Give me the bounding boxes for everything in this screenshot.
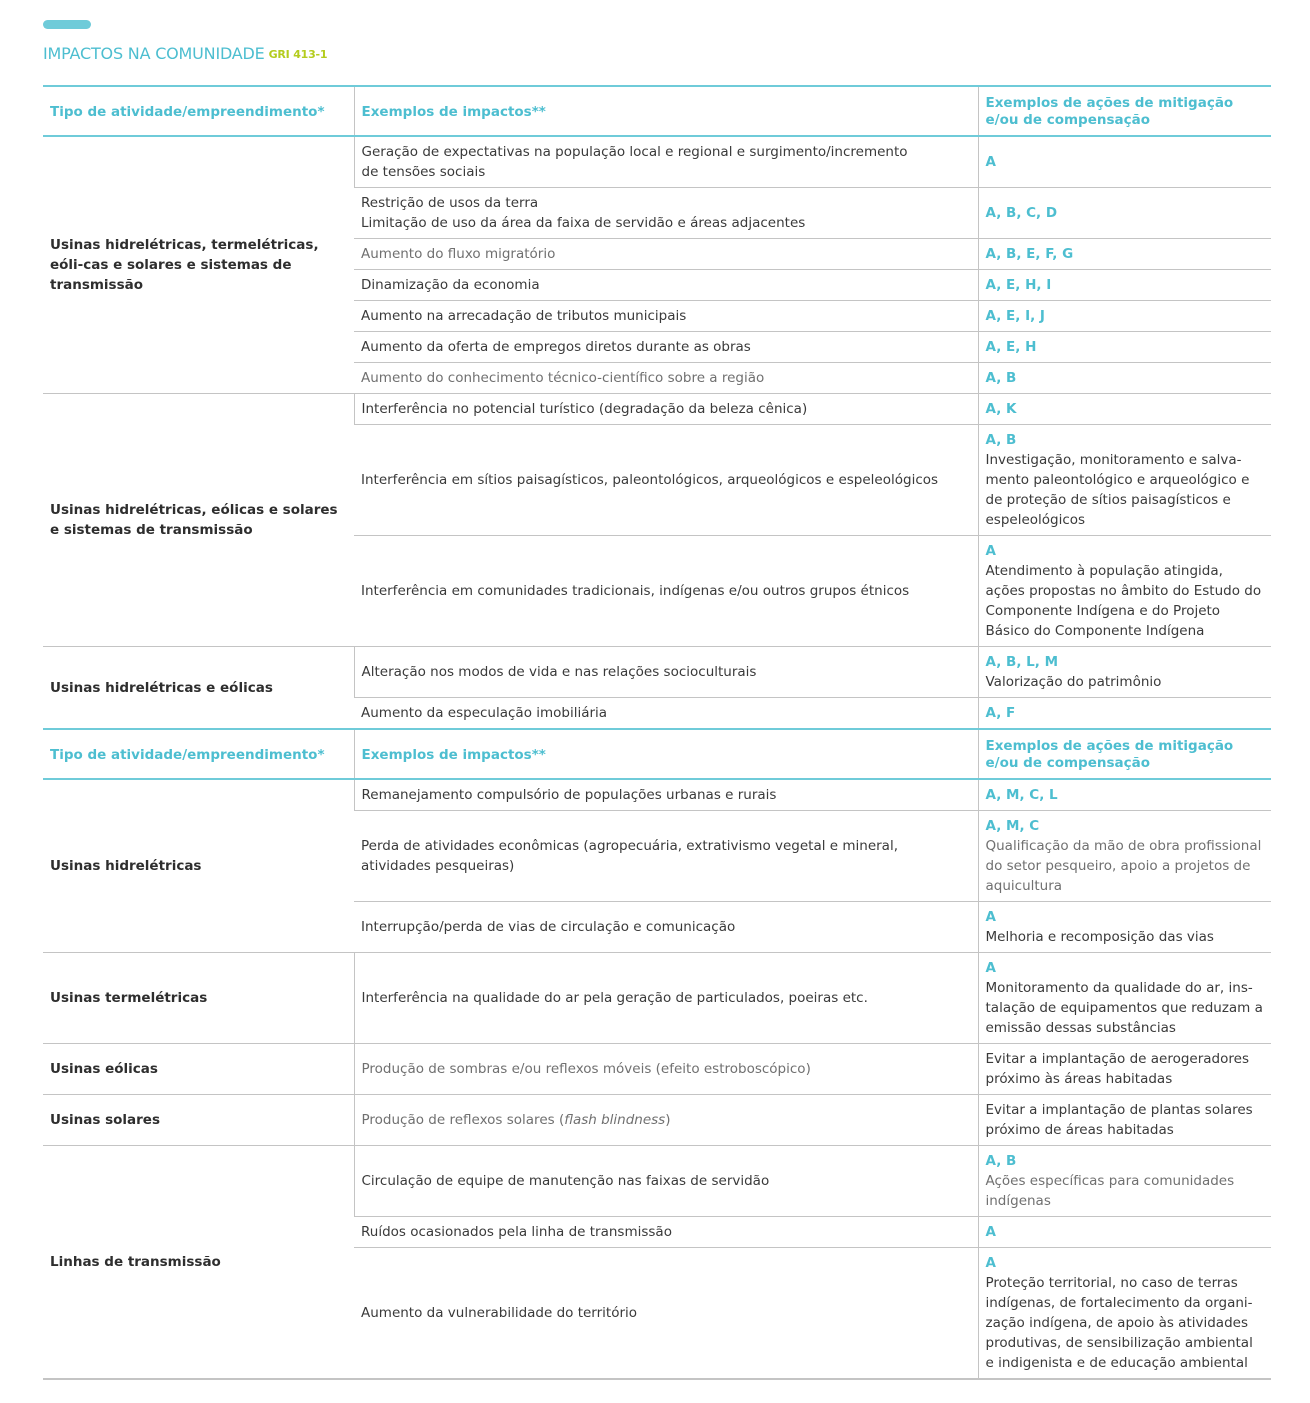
- mitigation-codes: A: [985, 909, 996, 925]
- header-mitigation-line2: e/ou de compensação: [985, 112, 1150, 128]
- impact-prefix: Produção de reflexos solares (: [361, 1112, 565, 1128]
- activity-cell: Usinas hidrelétricas e eólicas: [43, 647, 354, 730]
- activity-cell: Usinas termelétricas: [43, 953, 354, 1044]
- mitigation-cell: [978, 698, 1271, 730]
- mitigation-codes: A, E, H, I: [985, 277, 1052, 293]
- mitigation-codes: A, E, I, J: [985, 308, 1045, 324]
- impact-line: Geração de expectativas na população local e regional e surgimento/incremento: [361, 144, 908, 160]
- header-mitigation-line1: Exemplos de ações de mitigação: [985, 95, 1234, 111]
- impact-cell: Aumento na arrecadação de tributos municipais: [354, 301, 978, 332]
- mitigation-codes: A, E, H: [985, 339, 1037, 355]
- activity-cell: Usinas hidrelétricas: [43, 779, 354, 953]
- mitigation-codes: A, K: [985, 401, 1017, 417]
- mitigation-cell: [978, 1095, 1271, 1146]
- mitigation-codes: A, B: [985, 370, 1017, 386]
- impact-cell: [354, 1095, 978, 1146]
- mitigation-text: Monitoramento da qualidade do ar, ins-talação de equipamentos que reduzam a emissão dessas substâncias: [985, 980, 1263, 1036]
- impact-cell: Interferência em sítios paisagísticos, paleontológicos, arqueológicos e espeleológicos: [354, 425, 978, 536]
- impact-cell: Interferência na qualidade do ar pela geração de particulados, poeiras etc.: [354, 953, 978, 1044]
- mitigation-cell: [978, 1248, 1271, 1380]
- mitigation-codes: A, F: [985, 705, 1016, 721]
- impact-cell: Aumento da especulação imobiliária: [354, 698, 978, 730]
- mitigation-codes: A: [985, 1255, 996, 1271]
- table-row: [43, 953, 1271, 1044]
- activity-cell: Usinas hidrelétricas, termelétricas, eóli-cas e solares e sistemas de transmissão: [43, 136, 354, 394]
- impact-line: Restrição de usos da terra: [361, 195, 539, 211]
- impact-cell: Interferência em comunidades tradicionais, indígenas e/ou outros grupos étnicos: [354, 536, 978, 647]
- mitigation-codes: A: [985, 1224, 996, 1240]
- impact-cell: Aumento do fluxo migratório: [354, 239, 978, 270]
- table-row: [43, 1146, 1271, 1217]
- impact-cell: Interrupção/perda de vias de circulação e comunicação: [354, 902, 978, 953]
- activity-cell: Usinas solares: [43, 1095, 354, 1146]
- gri-badge: GRI 413-1: [268, 48, 328, 61]
- impact-cell: Interferência no potencial turístico (degradação da beleza cênica): [354, 394, 978, 425]
- mitigation-text: Evitar a implantação de plantas solares próximo de áreas habitadas: [985, 1102, 1253, 1138]
- mitigation-codes: A: [985, 543, 996, 559]
- mitigation-codes: A, B, L, M: [985, 654, 1059, 670]
- impact-cell: [354, 136, 978, 188]
- header-mitigation: [978, 86, 1271, 136]
- mitigation-cell: [978, 902, 1271, 953]
- impact-italic: flash blindness: [564, 1112, 666, 1128]
- table-row: [43, 1044, 1271, 1095]
- impact-cell: Aumento da oferta de empregos diretos durante as obras: [354, 332, 978, 363]
- mitigation-text: Ações específicas para comunidades indígenas: [985, 1173, 1235, 1209]
- impact-cell: Perda de atividades econômicas (agropecuária, extrativismo vegetal e mineral, atividades pesqueiras): [354, 811, 978, 902]
- mitigation-cell: [978, 394, 1271, 425]
- mitigation-cell: [978, 536, 1271, 647]
- table-header-row: [43, 729, 1271, 779]
- table-row: [43, 1095, 1271, 1146]
- mitigation-codes: A, M, C: [985, 818, 1040, 834]
- mitigation-cell: [978, 332, 1271, 363]
- mitigation-cell: [978, 188, 1271, 239]
- mitigation-text: Proteção territorial, no caso de terras indígenas, de fortalecimento da organi-zação indígena, de apoio às atividades produtivas, de sensibilização ambiental e indigenista e de educação ambiental: [985, 1275, 1253, 1371]
- table-row: [43, 136, 1271, 188]
- activity-cell: Usinas hidrelétricas, eólicas e solares e sistemas de transmissão: [43, 394, 354, 647]
- impact-cell: Dinamização da economia: [354, 270, 978, 301]
- mitigation-cell: [978, 811, 1271, 902]
- impact-cell: Alteração nos modos de vida e nas relações socioculturais: [354, 647, 978, 698]
- impact-cell: Aumento do conhecimento técnico-científico sobre a região: [354, 363, 978, 394]
- table-row: [43, 647, 1271, 698]
- table-row: [43, 779, 1271, 811]
- mitigation-codes: A, B, C, D: [985, 205, 1058, 221]
- mitigation-cell: [978, 425, 1271, 536]
- mitigation-text: Atendimento à população atingida, ações propostas no âmbito do Estudo do Componente Indígena e do Projeto Básico do Componente Indígena: [985, 563, 1262, 639]
- mitigation-codes: A, B: [985, 432, 1017, 448]
- header-mitigation-line2: e/ou de compensação: [985, 755, 1150, 771]
- mitigation-text: Melhoria e recomposição das vias: [985, 929, 1214, 945]
- mitigation-cell: [978, 270, 1271, 301]
- mitigation-cell: [978, 301, 1271, 332]
- header-activity: Tipo de atividade/empreendimento*: [43, 729, 354, 779]
- mitigation-codes: A: [985, 154, 996, 170]
- impact-cell: Ruídos ocasionados pela linha de transmissão: [354, 1217, 978, 1248]
- mitigation-cell: [978, 779, 1271, 811]
- mitigation-text: Investigação, monitoramento e salva-mento paleontológico e arqueológico e de proteção de sítios paisagísticos e espeleológicos: [985, 452, 1250, 528]
- table-row: [43, 394, 1271, 425]
- mitigation-text: Valorização do patrimônio: [985, 674, 1162, 690]
- mitigation-cell: [978, 647, 1271, 698]
- activity-cell: Linhas de transmissão: [43, 1146, 354, 1380]
- mitigation-cell: [978, 239, 1271, 270]
- impact-line: Limitação de uso da área da faixa de servidão e áreas adjacentes: [361, 215, 806, 231]
- header-impact: Exemplos de impactos**: [354, 86, 978, 136]
- impact-cell: Remanejamento compulsório de populações urbanas e rurais: [354, 779, 978, 811]
- header-mitigation-line1: Exemplos de ações de mitigação: [985, 738, 1234, 754]
- header-impact: Exemplos de impactos**: [354, 729, 978, 779]
- impact-cell: Circulação de equipe de manutenção nas faixas de servidão: [354, 1146, 978, 1217]
- mitigation-codes: A, B, E, F, G: [985, 246, 1074, 262]
- decorative-pill: [43, 20, 91, 29]
- mitigation-cell: [978, 1044, 1271, 1095]
- page-title: [43, 44, 327, 63]
- impact-line: de tensões sociais: [361, 164, 486, 180]
- mitigation-text: Qualificação da mão de obra profissional do setor pesqueiro, apoio a projetos de aquicultura: [985, 838, 1262, 894]
- mitigation-cell: [978, 953, 1271, 1044]
- impacts-table: [43, 85, 1271, 1380]
- header-activity: Tipo de atividade/empreendimento*: [43, 86, 354, 136]
- activity-cell: Usinas eólicas: [43, 1044, 354, 1095]
- mitigation-codes: A, M, C, L: [985, 787, 1058, 803]
- mitigation-text: Evitar a implantação de aerogeradores próximo às áreas habitadas: [985, 1051, 1249, 1087]
- mitigation-cell: [978, 363, 1271, 394]
- header-mitigation: [978, 729, 1271, 779]
- table-header-row: [43, 86, 1271, 136]
- mitigation-codes: A, B: [985, 1153, 1017, 1169]
- mitigation-cell: [978, 1217, 1271, 1248]
- impact-cell: Produção de sombras e/ou reflexos móveis (efeito estroboscópico): [354, 1044, 978, 1095]
- mitigation-cell: [978, 136, 1271, 188]
- page-title-text: IMPACTOS NA COMUNIDADE: [43, 44, 265, 63]
- impact-cell: Aumento da vulnerabilidade do território: [354, 1248, 978, 1380]
- mitigation-codes: A: [985, 960, 996, 976]
- mitigation-cell: [978, 1146, 1271, 1217]
- impact-suffix: ): [665, 1112, 671, 1128]
- impact-cell: [354, 188, 978, 239]
